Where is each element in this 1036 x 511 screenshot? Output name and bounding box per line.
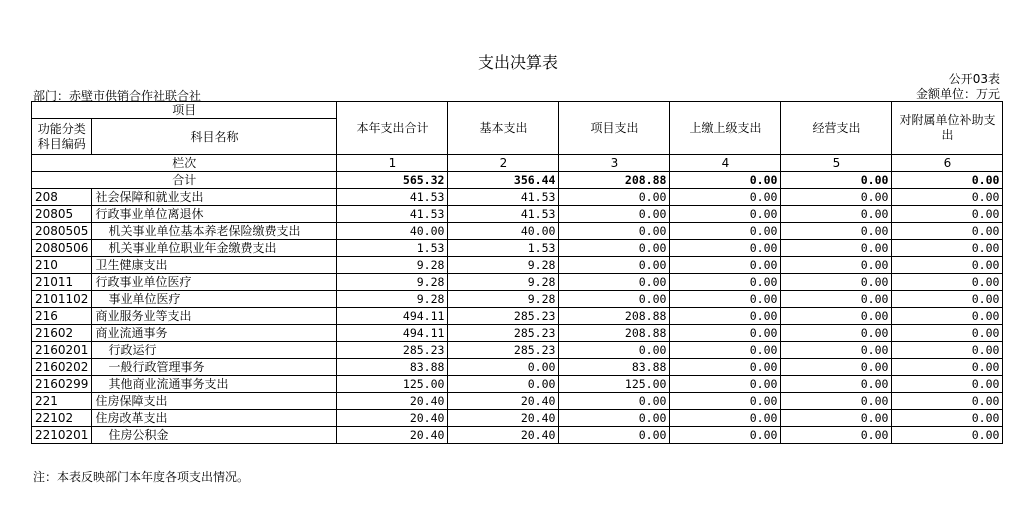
subject-code: 221 bbox=[32, 393, 92, 410]
subject-code: 21602 bbox=[32, 325, 92, 342]
total-row bbox=[32, 172, 1003, 189]
amount-cell: 0.00 bbox=[892, 410, 1003, 427]
amount-cell: 0.00 bbox=[559, 274, 670, 291]
amount-cell: 9.28 bbox=[337, 274, 448, 291]
amount-cell: 0.00 bbox=[781, 308, 892, 325]
amount-cell: 208.88 bbox=[559, 325, 670, 342]
col-number: 1 bbox=[337, 155, 448, 172]
subject-name: 住房改革支出 bbox=[92, 410, 337, 427]
amount-cell: 0.00 bbox=[781, 206, 892, 223]
amount-cell: 0.00 bbox=[892, 274, 1003, 291]
func-code-header: 功能分类科目编码 bbox=[32, 119, 92, 155]
amount-cell: 0.00 bbox=[892, 376, 1003, 393]
subject-name: 商业服务业等支出 bbox=[92, 308, 337, 325]
table-row bbox=[32, 206, 1003, 223]
amount-cell: 0.00 bbox=[892, 308, 1003, 325]
subject-name: 卫生健康支出 bbox=[92, 257, 337, 274]
amount-cell: 285.23 bbox=[337, 342, 448, 359]
table-row bbox=[32, 223, 1003, 240]
col-header-total: 本年支出合计 bbox=[337, 102, 448, 155]
col-number: 5 bbox=[781, 155, 892, 172]
total-value: 565.32 bbox=[337, 172, 448, 189]
amount-cell: 285.23 bbox=[448, 308, 559, 325]
amount-cell: 1.53 bbox=[448, 240, 559, 257]
subject-code: 208 bbox=[32, 189, 92, 206]
subject-name: 机关事业单位基本养老保险缴费支出 bbox=[92, 223, 337, 240]
amount-cell: 20.40 bbox=[337, 393, 448, 410]
amount-cell: 0.00 bbox=[670, 223, 781, 240]
total-value: 0.00 bbox=[781, 172, 892, 189]
col-number: 4 bbox=[670, 155, 781, 172]
col-header-basic: 基本支出 bbox=[448, 102, 559, 155]
total-value: 356.44 bbox=[448, 172, 559, 189]
col-header-business: 经营支出 bbox=[781, 102, 892, 155]
amount-cell: 41.53 bbox=[448, 189, 559, 206]
amount-cell: 41.53 bbox=[337, 206, 448, 223]
amount-cell: 83.88 bbox=[337, 359, 448, 376]
subject-code: 210 bbox=[32, 257, 92, 274]
subject-name: 行政事业单位医疗 bbox=[92, 274, 337, 291]
amount-cell: 0.00 bbox=[781, 393, 892, 410]
amount-cell: 1.53 bbox=[337, 240, 448, 257]
item-group-header: 项目 bbox=[32, 102, 337, 119]
amount-cell: 0.00 bbox=[559, 206, 670, 223]
amount-cell: 0.00 bbox=[670, 240, 781, 257]
subject-name: 行政运行 bbox=[92, 342, 337, 359]
amount-cell: 0.00 bbox=[892, 359, 1003, 376]
page-title: 支出决算表 bbox=[477, 53, 558, 72]
col-header-subsidy: 对附属单位补助支出 bbox=[892, 102, 1003, 155]
subject-code: 20805 bbox=[32, 206, 92, 223]
amount-cell: 0.00 bbox=[781, 359, 892, 376]
col-header-upper: 上缴上级支出 bbox=[670, 102, 781, 155]
subject-code: 216 bbox=[32, 308, 92, 325]
table-row bbox=[32, 291, 1003, 308]
amount-cell: 125.00 bbox=[337, 376, 448, 393]
amount-cell: 0.00 bbox=[892, 325, 1003, 342]
amount-cell: 0.00 bbox=[670, 189, 781, 206]
subject-name: 事业单位医疗 bbox=[92, 291, 337, 308]
amount-cell: 0.00 bbox=[781, 240, 892, 257]
amount-cell: 0.00 bbox=[781, 257, 892, 274]
department-label: 部门：赤壁市供销合作社联合社 bbox=[33, 89, 202, 103]
subject-name: 行政事业单位离退休 bbox=[92, 206, 337, 223]
table-row bbox=[32, 325, 1003, 342]
amount-cell: 0.00 bbox=[559, 291, 670, 308]
amount-cell: 0.00 bbox=[670, 257, 781, 274]
amount-cell: 0.00 bbox=[781, 325, 892, 342]
col-header-project: 项目支出 bbox=[559, 102, 670, 155]
amount-cell: 20.40 bbox=[337, 427, 448, 444]
amount-cell: 208.88 bbox=[559, 308, 670, 325]
table-row bbox=[32, 393, 1003, 410]
subject-name: 住房保障支出 bbox=[92, 393, 337, 410]
amount-cell: 0.00 bbox=[559, 342, 670, 359]
subject-name: 一般行政管理事务 bbox=[92, 359, 337, 376]
amount-cell: 0.00 bbox=[892, 257, 1003, 274]
subject-name-header: 科目名称 bbox=[92, 119, 337, 155]
amount-cell: 0.00 bbox=[670, 274, 781, 291]
amount-cell: 83.88 bbox=[559, 359, 670, 376]
amount-cell: 0.00 bbox=[781, 410, 892, 427]
col-number: 6 bbox=[892, 155, 1003, 172]
table-row bbox=[32, 359, 1003, 376]
amount-cell: 0.00 bbox=[448, 376, 559, 393]
amount-cell: 0.00 bbox=[670, 325, 781, 342]
subject-name: 机关事业单位职业年金缴费支出 bbox=[92, 240, 337, 257]
subject-code: 2160202 bbox=[32, 359, 92, 376]
subject-code: 22102 bbox=[32, 410, 92, 427]
table-row bbox=[32, 342, 1003, 359]
amount-cell: 0.00 bbox=[892, 206, 1003, 223]
amount-cell: 20.40 bbox=[448, 410, 559, 427]
amount-cell: 0.00 bbox=[670, 206, 781, 223]
amount-cell: 0.00 bbox=[670, 376, 781, 393]
amount-cell: 0.00 bbox=[670, 342, 781, 359]
total-value: 0.00 bbox=[892, 172, 1003, 189]
amount-unit: 金额单位：万元 bbox=[915, 87, 1000, 101]
amount-cell: 125.00 bbox=[559, 376, 670, 393]
amount-cell: 0.00 bbox=[670, 291, 781, 308]
header-right bbox=[916, 72, 1000, 102]
total-value: 208.88 bbox=[559, 172, 670, 189]
subject-code: 2101102 bbox=[32, 291, 92, 308]
subject-name: 社会保障和就业支出 bbox=[92, 189, 337, 206]
amount-cell: 0.00 bbox=[781, 189, 892, 206]
table-row bbox=[32, 410, 1003, 427]
amount-cell: 0.00 bbox=[559, 189, 670, 206]
lanci-label: 栏次 bbox=[32, 155, 337, 172]
subject-code: 2160299 bbox=[32, 376, 92, 393]
amount-cell: 0.00 bbox=[559, 427, 670, 444]
form-number: 公开03表 bbox=[948, 72, 1000, 86]
col-number: 2 bbox=[448, 155, 559, 172]
amount-cell: 0.00 bbox=[448, 359, 559, 376]
amount-cell: 0.00 bbox=[670, 427, 781, 444]
subject-name: 其他商业流通事务支出 bbox=[92, 376, 337, 393]
subject-code: 21011 bbox=[32, 274, 92, 291]
amount-cell: 9.28 bbox=[337, 291, 448, 308]
amount-cell: 0.00 bbox=[559, 257, 670, 274]
amount-cell: 0.00 bbox=[559, 240, 670, 257]
amount-cell: 0.00 bbox=[781, 274, 892, 291]
amount-cell: 0.00 bbox=[559, 410, 670, 427]
subject-code: 2210201 bbox=[32, 427, 92, 444]
table-row bbox=[32, 274, 1003, 291]
table-row bbox=[32, 189, 1003, 206]
amount-cell: 41.53 bbox=[448, 206, 559, 223]
total-value: 0.00 bbox=[670, 172, 781, 189]
amount-cell: 0.00 bbox=[892, 291, 1003, 308]
amount-cell: 0.00 bbox=[781, 291, 892, 308]
amount-cell: 0.00 bbox=[781, 342, 892, 359]
amount-cell: 0.00 bbox=[892, 189, 1003, 206]
subject-name: 商业流通事务 bbox=[92, 325, 337, 342]
amount-cell: 0.00 bbox=[559, 223, 670, 240]
total-label: 合计 bbox=[32, 172, 337, 189]
amount-cell: 0.00 bbox=[781, 223, 892, 240]
amount-cell: 0.00 bbox=[781, 376, 892, 393]
amount-cell: 285.23 bbox=[448, 325, 559, 342]
amount-cell: 9.28 bbox=[448, 274, 559, 291]
amount-cell: 0.00 bbox=[670, 393, 781, 410]
amount-cell: 0.00 bbox=[892, 240, 1003, 257]
table-row bbox=[32, 257, 1003, 274]
amount-cell: 41.53 bbox=[337, 189, 448, 206]
amount-cell: 40.00 bbox=[337, 223, 448, 240]
amount-cell: 9.28 bbox=[448, 291, 559, 308]
amount-cell: 9.28 bbox=[448, 257, 559, 274]
amount-cell: 0.00 bbox=[559, 393, 670, 410]
subject-code: 2160201 bbox=[32, 342, 92, 359]
table-row bbox=[32, 376, 1003, 393]
amount-cell: 20.40 bbox=[448, 393, 559, 410]
table-row bbox=[32, 427, 1003, 444]
table-row bbox=[32, 240, 1003, 257]
subject-code: 2080505 bbox=[32, 223, 92, 240]
subject-code: 2080506 bbox=[32, 240, 92, 257]
amount-cell: 0.00 bbox=[892, 427, 1003, 444]
amount-cell: 0.00 bbox=[670, 410, 781, 427]
amount-cell: 9.28 bbox=[337, 257, 448, 274]
amount-cell: 494.11 bbox=[337, 308, 448, 325]
amount-cell: 0.00 bbox=[892, 223, 1003, 240]
amount-cell: 20.40 bbox=[448, 427, 559, 444]
subject-name: 住房公积金 bbox=[92, 427, 337, 444]
col-number: 3 bbox=[559, 155, 670, 172]
table-row bbox=[32, 308, 1003, 325]
expenditure-table bbox=[31, 101, 1003, 444]
amount-cell: 494.11 bbox=[337, 325, 448, 342]
amount-cell: 0.00 bbox=[670, 359, 781, 376]
amount-cell: 20.40 bbox=[337, 410, 448, 427]
amount-cell: 40.00 bbox=[448, 223, 559, 240]
amount-cell: 0.00 bbox=[892, 342, 1003, 359]
amount-cell: 0.00 bbox=[892, 393, 1003, 410]
amount-cell: 285.23 bbox=[448, 342, 559, 359]
amount-cell: 0.00 bbox=[670, 308, 781, 325]
amount-cell: 0.00 bbox=[781, 427, 892, 444]
table-note: 注：本表反映部门本年度各项支出情况。 bbox=[33, 470, 250, 484]
